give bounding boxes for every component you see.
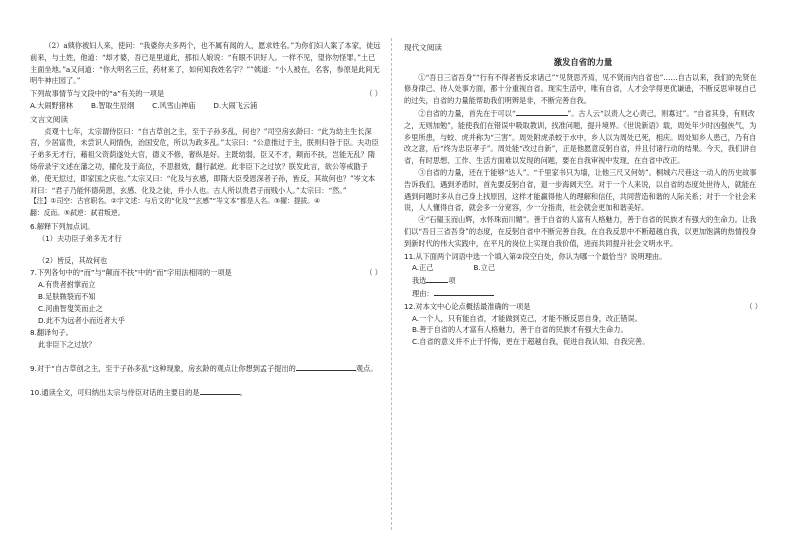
question-11: 11.从下面两个词语中选一个填入第②段空白处，你认为哪一个最恰当？说明理由。 bbox=[404, 251, 667, 261]
classical-heading: 文言文阅读 bbox=[30, 114, 68, 124]
paragraph-2 bbox=[404, 107, 762, 167]
question-8: 8.翻译句子。 bbox=[30, 328, 73, 338]
notes-line-1: 【注】①司空：古官职名。②宇文述：与后文的“化及”“玄感”“岑文本”都是人名。③擢：提拔。④ bbox=[30, 197, 321, 206]
notes-line-2: 翻：反而。⑤弑逆：弑君叛逆。 bbox=[30, 209, 125, 218]
left-column bbox=[30, 40, 382, 399]
question-6-item-1: （1）夫功臣子弟多无才行 bbox=[38, 233, 122, 243]
option-c: C.河曲智叟笑而止之 bbox=[38, 303, 103, 313]
option-a: A.正己 bbox=[412, 263, 434, 273]
option-a: A.有贵者拊掌而立 bbox=[38, 280, 96, 290]
question-10 bbox=[30, 386, 382, 399]
answer-parentheses: （ ） bbox=[365, 89, 382, 99]
question-5 bbox=[30, 88, 382, 100]
question-11-reason: 理由： bbox=[404, 287, 762, 300]
question-10-stem: 10.通读全文，可归纳出太宗与侍臣对话的主要目的是 bbox=[30, 387, 200, 397]
answer-parentheses: （ ） bbox=[745, 301, 762, 311]
question-12-stem: 12.对本文中心论点概括最准确的一项是 bbox=[404, 301, 531, 311]
paragraph-2-rest: ”。古人云“以责人之心责己，则寡过”。“自省其身，有则改之，无则加勉”，能使我们在错误中吸取教训，找准问题，提升境界。《世说新语》载，周处年少时凶强侠气，为乡里所患，与蛟、虎并称为“三害”。周处附虎杀蛟于水中，乡人以为周处已死，相庆。周处知乡人患己，乃有自改之意，后“终为忠臣孝子”。周处能“改过自新”，正是他愿意反躬自省，并且付诸行动的结果。今天，我们讲自省，有时思想、工作、生活方面难以发现的问题，要在自我审视中发现，在自省中改正。 bbox=[404, 108, 757, 166]
option-c: C.风雪山神庙 bbox=[152, 100, 196, 110]
essay-title: 激发自省的力量 bbox=[553, 56, 613, 67]
paragraph-3: ③自省的力量，还在于能够“达人”。“千里家书只为墙，让他三尺又何妨”。桐城六尺巷这一动人的历史故事告诉我们，遇到矛盾时，首先要反躬自省，退一步海阔天空。对于一个人来说，以自省的态度处世待人，就能在遇到问题时多从自己身上找原因，这样才能赢得他人的理解和信任，共同营造和谐的人际关系；对于一个社会来说，人人懂得自省，就会多一分宽容，少一分指责，社会就会更加和谐美好。 bbox=[404, 167, 757, 213]
question-12 bbox=[404, 301, 762, 313]
paragraph-4: ④“石韫玉而山辉，水怀珠而川媚”。善于自省的人富有人格魅力，善于自省的民族才有强大的生命力。让我们以“吾日三省吾身”的态度，在反躬自省中不断完善自我，在自我反思中不断超越自我，以更加饱满的热情投身到新时代的伟大实践中，在平凡的岗位上实现自我价值，进而共同提升社会文明水平。 bbox=[404, 215, 757, 248]
classical-passage: 贞观十七年，太宗谓侍臣曰：“自古草创之主，至于子孙多乱，何也？”司空房玄龄曰：“此为幼主生长深宫，少居富贵，未尝识人间情伪，治国安危，所以为政多乱。”太宗曰：“公意推过于主，朕则归咎于臣。夫功臣子弟多无才行，藉祖父资荫遂处大官，德义不修，奢纵是好。主既幼弱，臣又不才，颠而不扶，岂能无乱？隋炀帝录宇文述在藩之功，擢化及于高位，不思报效，翻行弑逆。此非臣下之过欤？朕发此言，欲公等戒勖子弟，使无愆过，即家国之庆也。”太宗又曰：“化及与玄感，即隋大臣受恩深者子孙，皆反，其故何也？”岑文本对曰：“君子乃能怀德荷恩，玄感、化及之徒，并小人也。古人所以贵君子而贱小人。”太宗曰：“然。” bbox=[30, 126, 379, 195]
question-7-stem: 7.下列各句中的“而”与“颠而不扶”中的“而”字用法相同的一项是 bbox=[30, 268, 232, 278]
right-column bbox=[404, 40, 762, 348]
paragraph-2-start: ②自省的力量，首先在于可以“ bbox=[418, 108, 516, 118]
question-5-stem: 下列故事情节与文段中的“a”有关的一项是 bbox=[30, 89, 165, 99]
question-9 bbox=[30, 362, 382, 375]
option-d: D.此不为远者小而近者大乎 bbox=[38, 315, 125, 325]
option-a: A.大闹野猪林 bbox=[30, 100, 74, 110]
answer-blank[interactable] bbox=[200, 386, 240, 395]
question-6-item-2: （2）皆反，其故何也 bbox=[38, 255, 108, 265]
option-b: B.智取生辰纲 bbox=[91, 100, 135, 110]
answer-blank[interactable] bbox=[426, 274, 448, 283]
option-b: B.立己 bbox=[473, 263, 496, 273]
paragraph-1: ①“吾日三省吾身”“行有不得者皆反求诸己”“见贤思齐焉，见不贤而内自省也”……自古以来，我们的先贤在修身律己、待人处事方面，都十分重视自省。现实生活中，唯有自省，人才会学得更优谦逊，不断反思审视自己的过失，自省的力量能帮助我们明辨是非，不断完善自我。 bbox=[404, 72, 757, 106]
question-11-options bbox=[404, 262, 762, 274]
answer-blank[interactable] bbox=[296, 362, 356, 371]
answer-blank[interactable] bbox=[434, 287, 494, 296]
answer-blank[interactable] bbox=[516, 107, 568, 116]
answer-parentheses: （ ） bbox=[365, 268, 382, 278]
question-5-options bbox=[30, 100, 382, 112]
option-a: A.一个人，只有能自省，才能做到克己，才能不断反思自身，改正错误。 bbox=[412, 313, 642, 323]
column-divider bbox=[391, 38, 392, 530]
novel-excerpt: （2）a姨你被妇人来，使问：“我婆你夫多两个，也不属有闻的人，愿求姓名。”为你们妇人案了本家，徒远前来，与土姓，他道：“却才婆，吾已是里道此，那扣人娘说：“有眼不识好人。一样不见，望你勿怪罪。”土已主面坐地。”a又问道：“你大明名三丘，药材来了，如何知我姓名字？””姨道：“小人被在，名客，参原是此间无明牛神庄园了。” bbox=[30, 41, 381, 86]
option-b: B.足肤皲裂而不知 bbox=[38, 291, 96, 301]
option-b: B.善于自省的人才富有人格魅力，善于自省的民族才有强大生命力。 bbox=[412, 325, 628, 335]
question-10-tail: 。 bbox=[239, 387, 247, 397]
question-8-sentence: 此非臣下之过欤？ bbox=[38, 340, 96, 350]
question-9-tail: 观点。 bbox=[355, 363, 378, 373]
question-7 bbox=[30, 267, 382, 279]
question-9-stem: 9.对于“自古草创之主，至于子孙多乱”这种现象，房玄龄的观点让你想到孟子提出的 bbox=[30, 363, 296, 373]
question-11-choice: 我选 项 bbox=[412, 276, 456, 286]
question-6: 6.解释下列加点词。 bbox=[30, 221, 95, 231]
modern-heading: 现代文阅读 bbox=[404, 43, 442, 52]
option-d: D.大闹飞云浦 bbox=[213, 100, 258, 110]
option-c: C.自省的意义并不止于忏悔，更在于超越自我，促进自我认知、自我完善。 bbox=[412, 337, 650, 347]
